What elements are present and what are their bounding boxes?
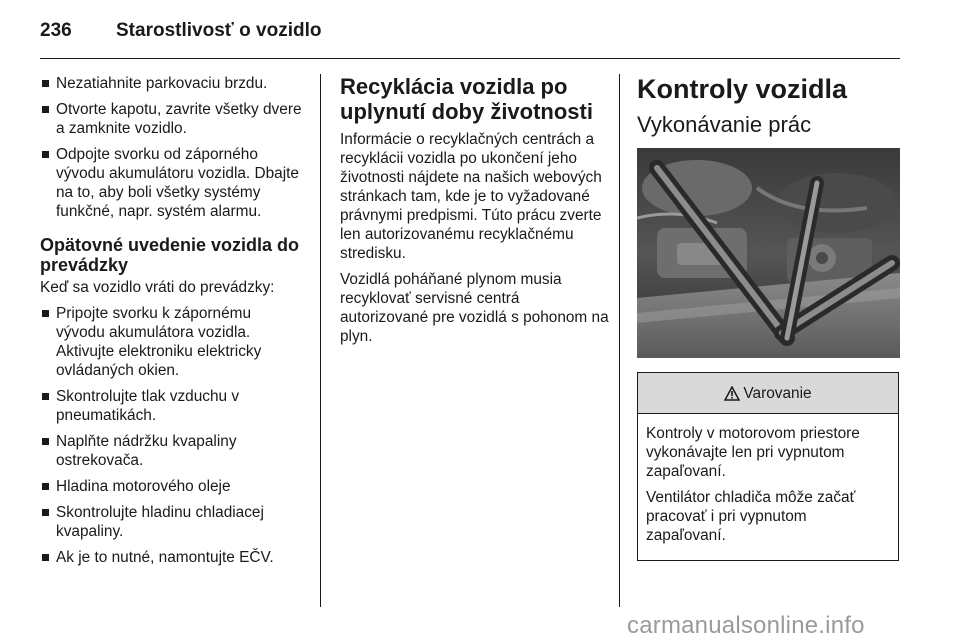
paragraph: Informácie o recyklačných centrách a recyklácii vozidla po ukončení jeho životnosti nájdete na našich webových stránkach tam, kde je to vyžadované právnymi predpismi. Túto prácu zverte len autorizovanému recyklačnému stredisku. — [340, 131, 602, 262]
warning-title: Varovanie — [743, 384, 812, 402]
warning-body — [638, 414, 898, 560]
list-item: Naplňte nádržku kvapaliny ostrekovača. — [40, 432, 302, 470]
intro-text: Keď sa vozidlo vráti do prevádzky: — [40, 279, 275, 296]
paragraph: Vozidlá poháňané plynom musia recyklovať servisné centrá autorizované pre vozidlá s pohonom na plyn. — [340, 271, 609, 345]
bullet-list-recommissioning — [40, 304, 302, 567]
column-divider-1 — [320, 74, 321, 607]
bullet-list-storage — [40, 74, 302, 221]
section-heading-recycling: Recyklácia vozidla po uplynutí doby životnosti — [340, 74, 593, 124]
paragraph: Kontroly v motorovom priestore vykonávajte len pri vypnutom zapaľovaní. — [646, 425, 860, 480]
page-header — [40, 18, 900, 58]
list-item: Skontrolujte hladinu chladiacej kvapaliny. — [40, 503, 302, 541]
list-item: Odpojte svorku od záporného vývodu akumulátoru vozidla. Dbajte na to, aby boli všetky systémy funkčné, napr. systém alarmu. — [40, 145, 302, 221]
section-heading-recommissioning: Opätovné uvedenie vozidla do prevádzky — [40, 235, 300, 275]
list-item: Nezatiahnite parkovaciu brzdu. — [40, 74, 302, 93]
list-item: Pripojte svorku k zápornému vývodu akumulátora vozidla. Aktivujte elektroniku elektricky ovládaných okien. — [40, 304, 302, 380]
subsection-heading: Vykonávanie prác — [637, 112, 812, 137]
list-item: Hladina motorového oleje — [40, 477, 302, 496]
section-heading-vehicle-checks: Kontroly vozidla — [637, 74, 848, 104]
column-right — [637, 74, 900, 561]
watermark: carmanualsonline.info — [627, 612, 865, 639]
column-divider-2 — [619, 74, 620, 607]
warning-box — [637, 372, 899, 561]
page-title: Starostlivosť o vozidlo — [116, 20, 322, 41]
page-number: 236 — [40, 20, 72, 41]
warning-triangle-icon — [724, 386, 740, 401]
list-item: Skontrolujte tlak vzduchu v pneumatikách. — [40, 387, 302, 425]
header-divider — [40, 58, 900, 59]
list-item: Ak je to nutné, namontujte EČV. — [40, 548, 302, 567]
paragraph: Ventilátor chladiča môže začať pracovať i pri vypnutom zapaľovaní. — [646, 489, 856, 544]
warning-header — [638, 373, 898, 414]
column-middle — [340, 74, 610, 353]
engine-bay-photo — [637, 148, 900, 358]
list-item: Otvorte kapotu, zavrite všetky dvere a zamknite vozidlo. — [40, 100, 302, 138]
column-left — [40, 74, 302, 574]
